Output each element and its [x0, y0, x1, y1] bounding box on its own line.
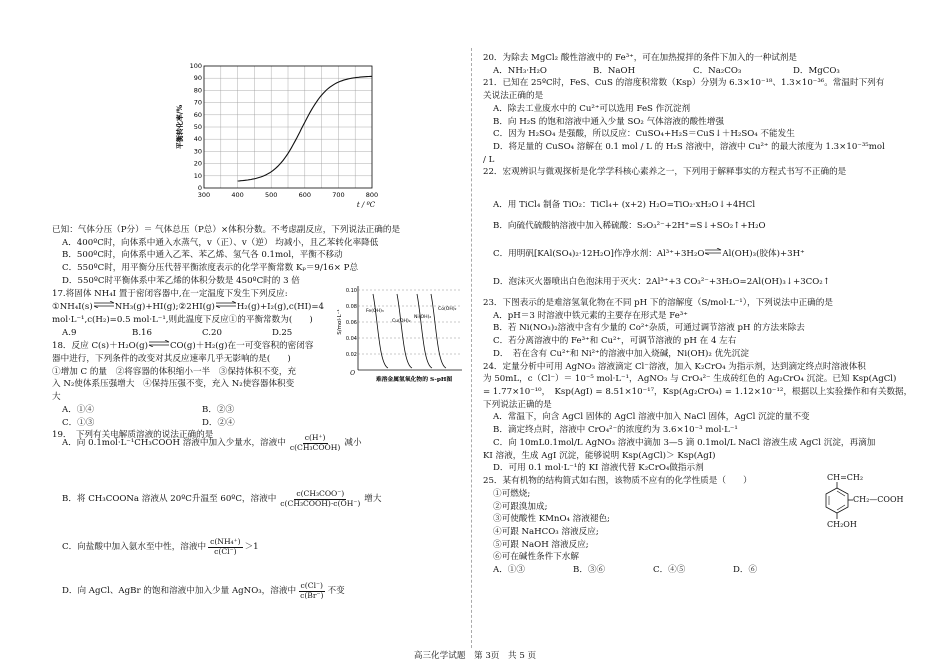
x-tick-label: 400 [231, 191, 244, 199]
curve-label: Co(OH)₂ [438, 307, 457, 312]
y-tick-label: 0.02 [345, 352, 357, 358]
q17-line3: mol·L⁻¹,c(H₂)=0.5 mol·L⁻¹,则此温度下反应①的平衡常数为( ) [52, 314, 313, 325]
q19-opt-d [52, 582, 345, 600]
equilibrium-arrow-icon [93, 300, 115, 313]
struct-right: CH₂—COOH [853, 495, 904, 504]
q16-intro: 已知：气体分压（P分）＝ 气体总压（P总）×体积分数。不考虑副反应，下列说法正确的是 [52, 225, 401, 235]
q25-opt-d: D．⑥ [733, 565, 758, 576]
q19c-pre: C．向盐酸中加入氨水至中性，溶液中 [62, 541, 207, 552]
y-tick-label: 50 [193, 123, 202, 131]
solubility-curve [373, 294, 388, 368]
q19-opt-a [52, 434, 362, 452]
q25-opt-a: A．①③ [493, 565, 525, 576]
q23-opt-b: B．若 Ni(NO₃)₂溶液中含有少量的 Co²⁺杂质，可通过调节溶液 pH 的方法来除去 [493, 323, 805, 334]
q19c-num: c(NH₄⁺) [210, 537, 241, 546]
q22-opt-b: B．向硫代硫酸钠溶液中加入稀硫酸：S₂O₃²⁻+2H⁺=S↓+SO₂↑+H₂O [493, 221, 766, 231]
q17-r1c: H₂(g)+I₂(g),c(HI)=4 [236, 302, 325, 313]
column-divider [471, 48, 472, 648]
y-axis-label: S/mol·L⁻¹ [337, 309, 343, 335]
q24-opt-a: A．常温下，向含 AgCl 固体的 AgCl 溶液中加入 NaCl 固体，AgCl 沉淀的量不变 [493, 412, 810, 423]
y-tick-label: 100 [189, 62, 202, 70]
q17-opt-a: A.9 [62, 327, 77, 338]
chart-caption: 难溶金属氢氧化物的 S-pH图 [375, 377, 453, 383]
q23-opt-c: C．若分离溶液中的 Fe³⁺和 Cu²⁺，可调节溶液的 pH 在 4 左右 [493, 336, 737, 347]
q21-line1: 21．已知在 25ºC时，FeS、CuS 的溶度积常数（Ksp）分别为 6.3×10⁻¹⁸、1.3×10⁻³⁶。常温时下列有 [483, 78, 885, 89]
q21-opt-d: D．将足量的 CuSO₄ 溶解在 0.1 mol / L 的 H₂S 溶液中，溶液中 Cu²⁺ 的最大浓度为 1.3×10⁻³⁵mol [493, 142, 885, 153]
q18-line1b: CO(g)＋H₂(g)在一可变容积的密闭容 [169, 341, 314, 352]
q18-options-2 [52, 417, 400, 430]
q19b-num: c(CH₃COO⁻) [296, 489, 345, 498]
q24-line1: 24．定量分析中可用 AgNO₃ 溶液滴定 Cl⁻溶液，加入 K₂CrO₄ 为指示剂，达到滴定终点时溶液体积 [483, 361, 866, 372]
y-tick-label: 0 [197, 184, 202, 192]
q19a-post: 减小 [344, 437, 362, 448]
solubility-figure [336, 282, 466, 387]
q19-opt-b [52, 490, 382, 508]
page-footer: 高三化学试题 第 3页 共 5 页 [413, 651, 537, 661]
q23-opt-a: A．pH＝3 时溶液中铁元素的主要存在形式是 Fe³⁺ [493, 310, 688, 321]
y-tick-label: 90 [193, 74, 202, 83]
q17-r1b: NH₃(g)+HI(g);②2HI(g) [114, 302, 215, 313]
q18-opt-b: B．②③ [202, 404, 235, 415]
q17-opt-d: D.25 [272, 327, 293, 338]
conversion-chart [172, 60, 382, 212]
q21-opt-a: A．除去工业废水中的 Cu²⁺可以选用 FeS 作沉淀剂 [493, 103, 691, 114]
q18-line4: 入 N₂使体系压强增大 ④保持压强不变，充入 N₂使容器体积变 [52, 379, 295, 390]
q17-r1a: ①NH₄I(s) [52, 302, 93, 313]
y-tick-label: 0.08 [345, 304, 357, 310]
q25-opt-c: C．④⑤ [653, 565, 686, 576]
q22c-pre: C．用明矾[KAl(SO₄)₂·12H₂O]作净水剂：Al³⁺+3H₂O [493, 248, 705, 259]
q19b-pre: B．将 CH₃COONa 溶液从 20ºC升温至 60ºC，溶液中 [62, 493, 277, 504]
q25-item-5: ⑤可跟 NaOH 溶液反应; [493, 539, 589, 550]
q16-opt-d: D．550ºC时平衡体系中苯乙烯的体积分数是 450ºC时的 3 倍 [62, 275, 300, 286]
y-tick-label: 0.06 [345, 320, 357, 326]
q19d-pre: D．向 AgCl、AgBr 的饱和溶液中加入少量 AgNO₃，溶液中 [62, 585, 297, 596]
q19b-fraction [278, 490, 362, 508]
equilibrium-arrow-icon [215, 300, 237, 313]
q19d-den: c(Br⁻) [300, 590, 324, 600]
q25-item-1: ①可燃烧; [493, 488, 531, 499]
solubility-curve [397, 294, 412, 368]
q25-options [483, 564, 912, 577]
q17-opt-b: B.16 [132, 327, 152, 338]
q21-opt-d-cont: / L [483, 154, 495, 165]
q19c-post: ＞1 [244, 541, 259, 552]
q22-stem: 22．宏观辨识与微观探析是化学学科核心素养之一，下列用于解释事实的方程式书写不正确的是 [483, 167, 847, 178]
y-tick-label: 80 [193, 86, 202, 95]
q16-opt-b: B．500ºC时，向体系中通入乙苯、苯乙烯、氢气各 0.1mol，平衡不移动 [62, 250, 343, 261]
q16-opt-c: C．550ºC时，用平衡分压代替平衡浓度表示的化学平衡常数 Kₚ＝9/16× P总 [62, 263, 359, 274]
q24-line4: 下列说法正确的是 [483, 399, 552, 410]
q19b-post: 增大 [364, 493, 382, 504]
q23-opt-d: D． 若在含有 Cu²⁺和 Ni²⁺的溶液中加入烧碱，Ni(OH)₂ 优先沉淀 [493, 348, 749, 359]
q21-opt-c: C．因为 H₂SO₄ 是强酸，所以反应：CuSO₄+H₂S＝CuS↓＋H₂SO₄ 不能发生 [493, 129, 795, 140]
curve-label: Cu(OH)₂ [392, 319, 411, 324]
q20-opt-d: D．MgCO₃ [793, 65, 840, 76]
equilibrium-arrow-icon [704, 247, 722, 260]
q19a-den: c(CH₃COOH) [289, 442, 341, 452]
q20-stem: 20．为除去 MgCl₂ 酸性溶液中的 Fe³⁺，可在加热搅拌的条件下加入的一种试剂是 [483, 53, 797, 63]
q18-opt-d: D．②④ [202, 417, 235, 428]
q18-opt-c: C．①③ [62, 417, 95, 428]
y-tick-label: 20 [193, 159, 202, 168]
solubility-chart [336, 282, 466, 387]
x-tick-label: 500 [264, 191, 278, 199]
struct-bottom: CH₂OH [827, 520, 857, 529]
q22-opt-d: D．泡沫灭火器喷出白色泡沫用于灭火：2Al³⁺+3 CO₃²⁻+3H₂O=2Al(OH)₃↓+3CO₂↑ [493, 277, 830, 287]
q25-item-3: ③可使酸性 KMnO₄ 溶液褪色; [493, 514, 610, 525]
q24-opt-c-cont: KI 溶液，生成 AgI 沉淀，能够说明 Ksp(AgCl)＞ Ksp(AgI) [483, 450, 716, 461]
q19c-den: c(Cl⁻) [214, 546, 237, 556]
x-axis-label: t / ºC [356, 201, 376, 209]
q24-opt-b: B．滴定终点时，溶液中 CrO₄²⁻的浓度约为 3.6×10⁻³ mol·L⁻¹ [493, 425, 738, 436]
q17-opt-c: C.20 [202, 327, 222, 338]
q22-opt-c [483, 247, 805, 261]
y-tick-label: 0.10 [345, 288, 357, 294]
q21-opt-b: B．向 H₂S 的饱和溶液中通入少量 SO₂ 气体溶液的酸性增强 [493, 116, 724, 127]
q20-opt-a: A．NH₃·H₂O [493, 65, 547, 76]
q19a-fraction [288, 434, 343, 452]
q20-opt-b: B．NaOH [593, 65, 636, 76]
q20-opt-c: C．Na₂CO₃ [693, 65, 742, 76]
q23-stem: 23．下图表示的是难溶氢氧化物在不同 pH 下的溶解度（S/mol·L⁻¹），下列说法中正确的是 [483, 298, 833, 308]
q18-line5: 大 [52, 392, 61, 403]
q25-stem: 25．某有机物的结构简式如右图，该物质不应有的化学性质是（ ） [483, 476, 752, 487]
q18-options-1 [52, 404, 400, 417]
y-tick-label: 30 [193, 147, 202, 156]
q25-item-6: ⑥可在碱性条件下水解 [493, 552, 579, 563]
q18-line2: 器中进行，下列条件的改变对其反应速率几乎无影响的是( ) [52, 353, 291, 364]
solubility-curve [431, 294, 446, 368]
y-axis-label: 平衡转化率/% [175, 104, 184, 150]
y-tick-label: 40 [193, 135, 202, 144]
x-tick-label: 300 [197, 191, 211, 199]
struct-top: CH=CH₂ [827, 473, 864, 482]
q24-opt-c: C．向 10mL0.1mol/L AgNO₃ 溶液中滴加 3—5 滴 0.1mol/L NaCl 溶液生成 AgCl 沉淀，再滴加 [493, 437, 876, 448]
q19a-pre: A．向 0.1mol·L⁻¹CH₃COOH 溶液中加入少量水，溶液中 [62, 437, 286, 448]
x-tick-label: 800 [365, 191, 379, 199]
q19c-fraction [208, 538, 243, 556]
q19-opt-c [52, 538, 259, 556]
q19d-num: c(Cl⁻) [300, 581, 323, 590]
q24-line2: 为 50mL，c（Cl⁻）＝ 10⁻⁵ mol·L⁻¹，AgNO₃ 与 CrO₄²⁻ 生成砖红色的 Ag₂CrO₄ 沉淀。已知 Ksp(AgCl) [483, 374, 897, 385]
x-tick-label: 600 [298, 191, 312, 199]
conversion-figure [172, 60, 382, 212]
q25-item-2: ②可跟溴加成; [493, 501, 548, 512]
y-tick-label: 10 [193, 171, 202, 180]
q22-opt-a: A．用 TiCl₄ 制备 TiO₂：TiCl₄+ (x+2) H₂O=TiO₂·xH₂O↓+4HCl [493, 200, 756, 210]
q18-line1a: 18．反应 C(s)＋H₂O(g) [52, 341, 148, 352]
q19b-den: c(CH₃COOH)·c(OH⁻) [280, 498, 361, 508]
q19-stem: 19． 下列有关电解质溶液的说法正确的是 [52, 430, 214, 441]
q19d-post: 不变 [327, 585, 345, 596]
y-tick-label: 70 [193, 98, 202, 107]
q20-options [483, 65, 885, 78]
q25-item-4: ④可跟 NaHCO₃ 溶液反应; [493, 526, 599, 537]
q19a-num: c(H⁺) [304, 433, 326, 442]
q25-opt-b: B．③⑥ [573, 565, 606, 576]
q19d-fraction [298, 582, 325, 600]
q24-line3: = 1.77×10⁻¹⁰， Ksp(AgI) = 8.51×10⁻¹⁷，Ksp(Ag₂CrO₄) = 1.12×10⁻¹²，根据以上实验操作和有关数据， [483, 387, 913, 398]
q16-opt-a: A．400ºC时，向体系中通入水蒸气，v（正）、v（逆） 均减小，且乙苯转化率降低 [62, 237, 379, 248]
curve-label: Fe(OH)₃ [366, 309, 384, 314]
x-tick-label: 700 [332, 191, 345, 199]
y-tick-label: 60 [193, 110, 202, 119]
curve-label: Ni(OH)₂ [414, 315, 432, 320]
q22c-post: Al(OH)₃(胶体)+3H⁺ [722, 248, 805, 259]
q18-opt-a: A．①④ [62, 404, 94, 415]
structure-formula [801, 474, 911, 538]
q18-line3: ①增加 C 的量 ②将容器的体积缩小一半 ③保持体积不变，充 [52, 366, 297, 377]
y-tick-label: 0.04 [345, 336, 357, 342]
q24-opt-d: D．可用 0.1 mol·L⁻¹的 KI 溶液代替 K₂CrO₄做指示剂 [493, 463, 704, 474]
solubility-curve [417, 294, 432, 368]
equilibrium-arrow-icon [148, 339, 170, 352]
origin-label: O [350, 370, 355, 377]
q17-line1: 17.将固体 NH₄I 置于密闭容器中,在一定温度下发生下列反应: [52, 288, 288, 299]
q21-line2: 关说法正确的是 [483, 91, 544, 102]
